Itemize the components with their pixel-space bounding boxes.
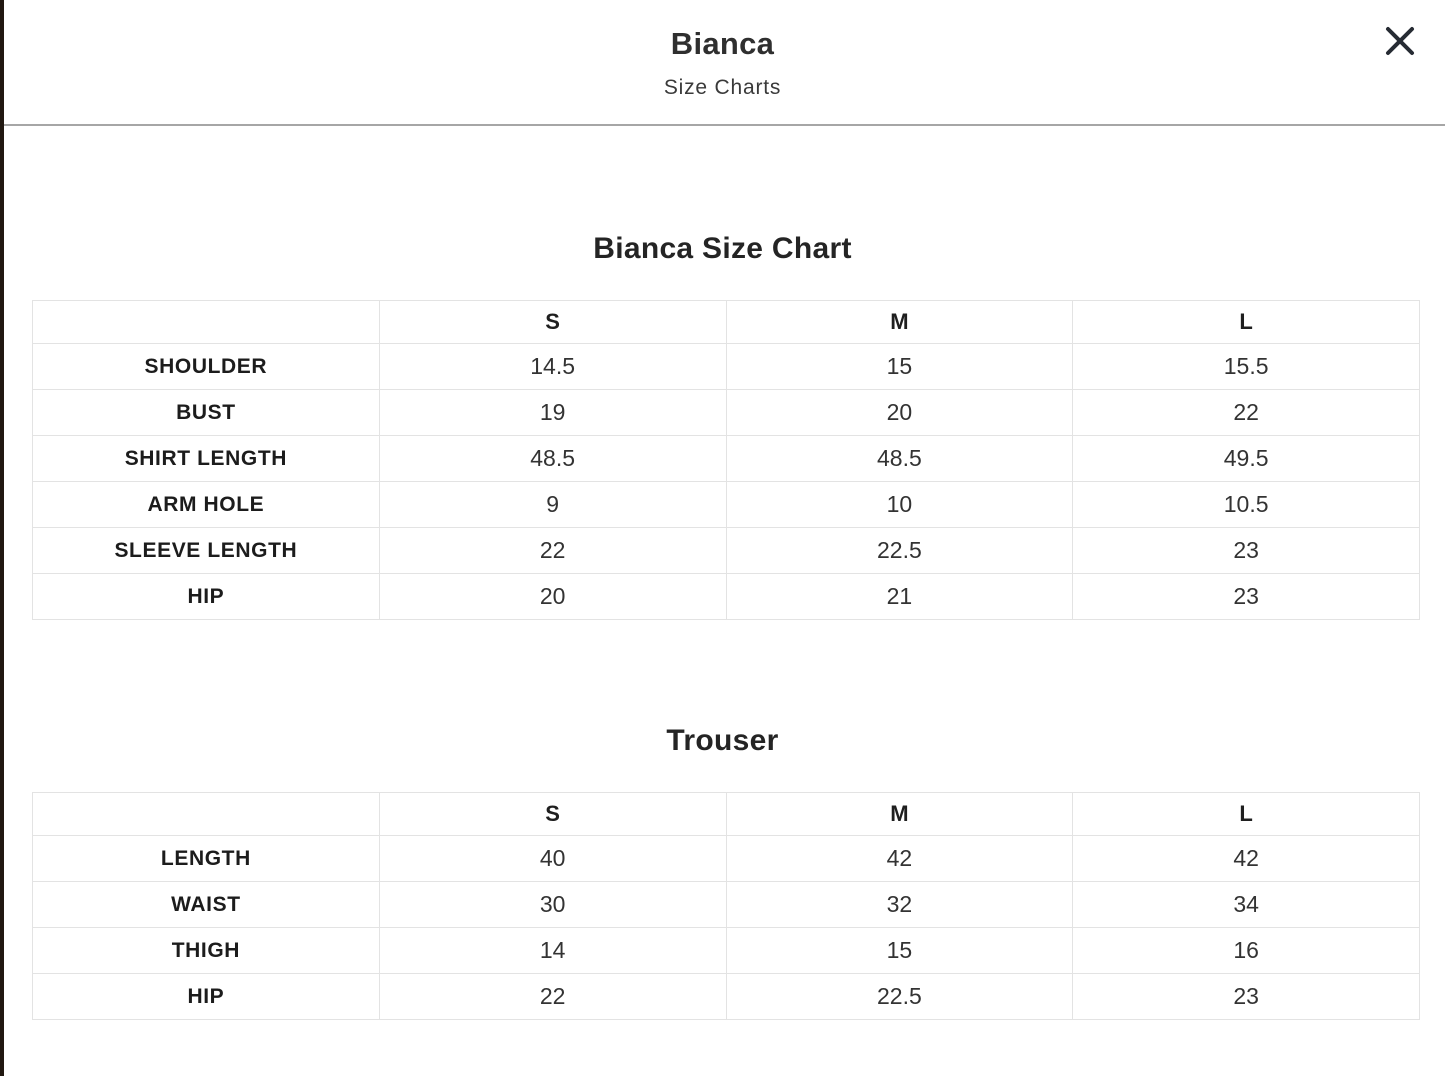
measurement-label: SHIRT LENGTH bbox=[33, 436, 380, 482]
measurement-value: 48.5 bbox=[379, 436, 726, 482]
measurement-value: 14.5 bbox=[379, 344, 726, 390]
measurement-value: 20 bbox=[726, 390, 1073, 436]
measurement-value: 19 bbox=[379, 390, 726, 436]
measurement-value: 22 bbox=[379, 974, 726, 1020]
measurement-value: 9 bbox=[379, 482, 726, 528]
corner-cell bbox=[33, 793, 380, 836]
measurement-label: LENGTH bbox=[33, 836, 380, 882]
measurement-value: 14 bbox=[379, 928, 726, 974]
measurement-value: 22 bbox=[1073, 390, 1420, 436]
size-column-header: S bbox=[379, 793, 726, 836]
measurement-value: 20 bbox=[379, 574, 726, 620]
modal-body bbox=[0, 232, 1445, 1020]
size-column-header: M bbox=[726, 793, 1073, 836]
measurement-value: 42 bbox=[1073, 836, 1420, 882]
page-title: Bianca bbox=[670, 26, 775, 61]
size-column-header: L bbox=[1073, 793, 1420, 836]
measurement-value: 49.5 bbox=[1073, 436, 1420, 482]
measurement-value: 22.5 bbox=[726, 528, 1073, 574]
measurement-label: HIP bbox=[33, 574, 380, 620]
table-row bbox=[33, 928, 1420, 974]
measurement-value: 21 bbox=[726, 574, 1073, 620]
measurement-value: 15.5 bbox=[1073, 344, 1420, 390]
measurement-value: 23 bbox=[1073, 574, 1420, 620]
corner-cell bbox=[33, 301, 380, 344]
modal-header bbox=[0, 0, 1445, 126]
measurement-label: SHOULDER bbox=[33, 344, 380, 390]
table-row bbox=[33, 436, 1420, 482]
screen-left-edge-strip bbox=[0, 0, 4, 1076]
table-row bbox=[33, 390, 1420, 436]
table-row bbox=[33, 528, 1420, 574]
measurement-value: 32 bbox=[726, 882, 1073, 928]
measurement-value: 40 bbox=[379, 836, 726, 882]
table-row bbox=[33, 836, 1420, 882]
section-heading-shirt: Bianca Size Chart bbox=[593, 232, 852, 265]
measurement-value: 30 bbox=[379, 882, 726, 928]
size-column-header: L bbox=[1073, 301, 1420, 344]
modal-subtitle: Size Charts bbox=[663, 76, 782, 99]
measurement-value: 23 bbox=[1073, 528, 1420, 574]
table-row bbox=[33, 574, 1420, 620]
measurement-label: WAIST bbox=[33, 882, 380, 928]
measurement-label: BUST bbox=[33, 390, 380, 436]
column-header-row bbox=[33, 793, 1420, 836]
size-column-header: S bbox=[379, 301, 726, 344]
table-row bbox=[33, 344, 1420, 390]
size-column-header: M bbox=[726, 301, 1073, 344]
size-table-trouser bbox=[32, 792, 1420, 1020]
measurement-value: 22 bbox=[379, 528, 726, 574]
measurement-value: 42 bbox=[726, 836, 1073, 882]
measurement-label: THIGH bbox=[33, 928, 380, 974]
section-heading-trouser: Trouser bbox=[666, 724, 779, 757]
table-row bbox=[33, 974, 1420, 1020]
measurement-value: 10.5 bbox=[1073, 482, 1420, 528]
measurement-value: 34 bbox=[1073, 882, 1420, 928]
measurement-label: SLEEVE LENGTH bbox=[33, 528, 380, 574]
table-row bbox=[33, 482, 1420, 528]
measurement-label: ARM HOLE bbox=[33, 482, 380, 528]
measurement-value: 48.5 bbox=[726, 436, 1073, 482]
table-row bbox=[33, 882, 1420, 928]
measurement-value: 10 bbox=[726, 482, 1073, 528]
size-table-shirt bbox=[32, 300, 1420, 620]
x-close-icon bbox=[1381, 22, 1419, 60]
measurement-value: 23 bbox=[1073, 974, 1420, 1020]
measurement-value: 22.5 bbox=[726, 974, 1073, 1020]
close-button[interactable] bbox=[1381, 22, 1419, 60]
measurement-value: 16 bbox=[1073, 928, 1420, 974]
measurement-label: HIP bbox=[33, 974, 380, 1020]
column-header-row bbox=[33, 301, 1420, 344]
measurement-value: 15 bbox=[726, 928, 1073, 974]
measurement-value: 15 bbox=[726, 344, 1073, 390]
